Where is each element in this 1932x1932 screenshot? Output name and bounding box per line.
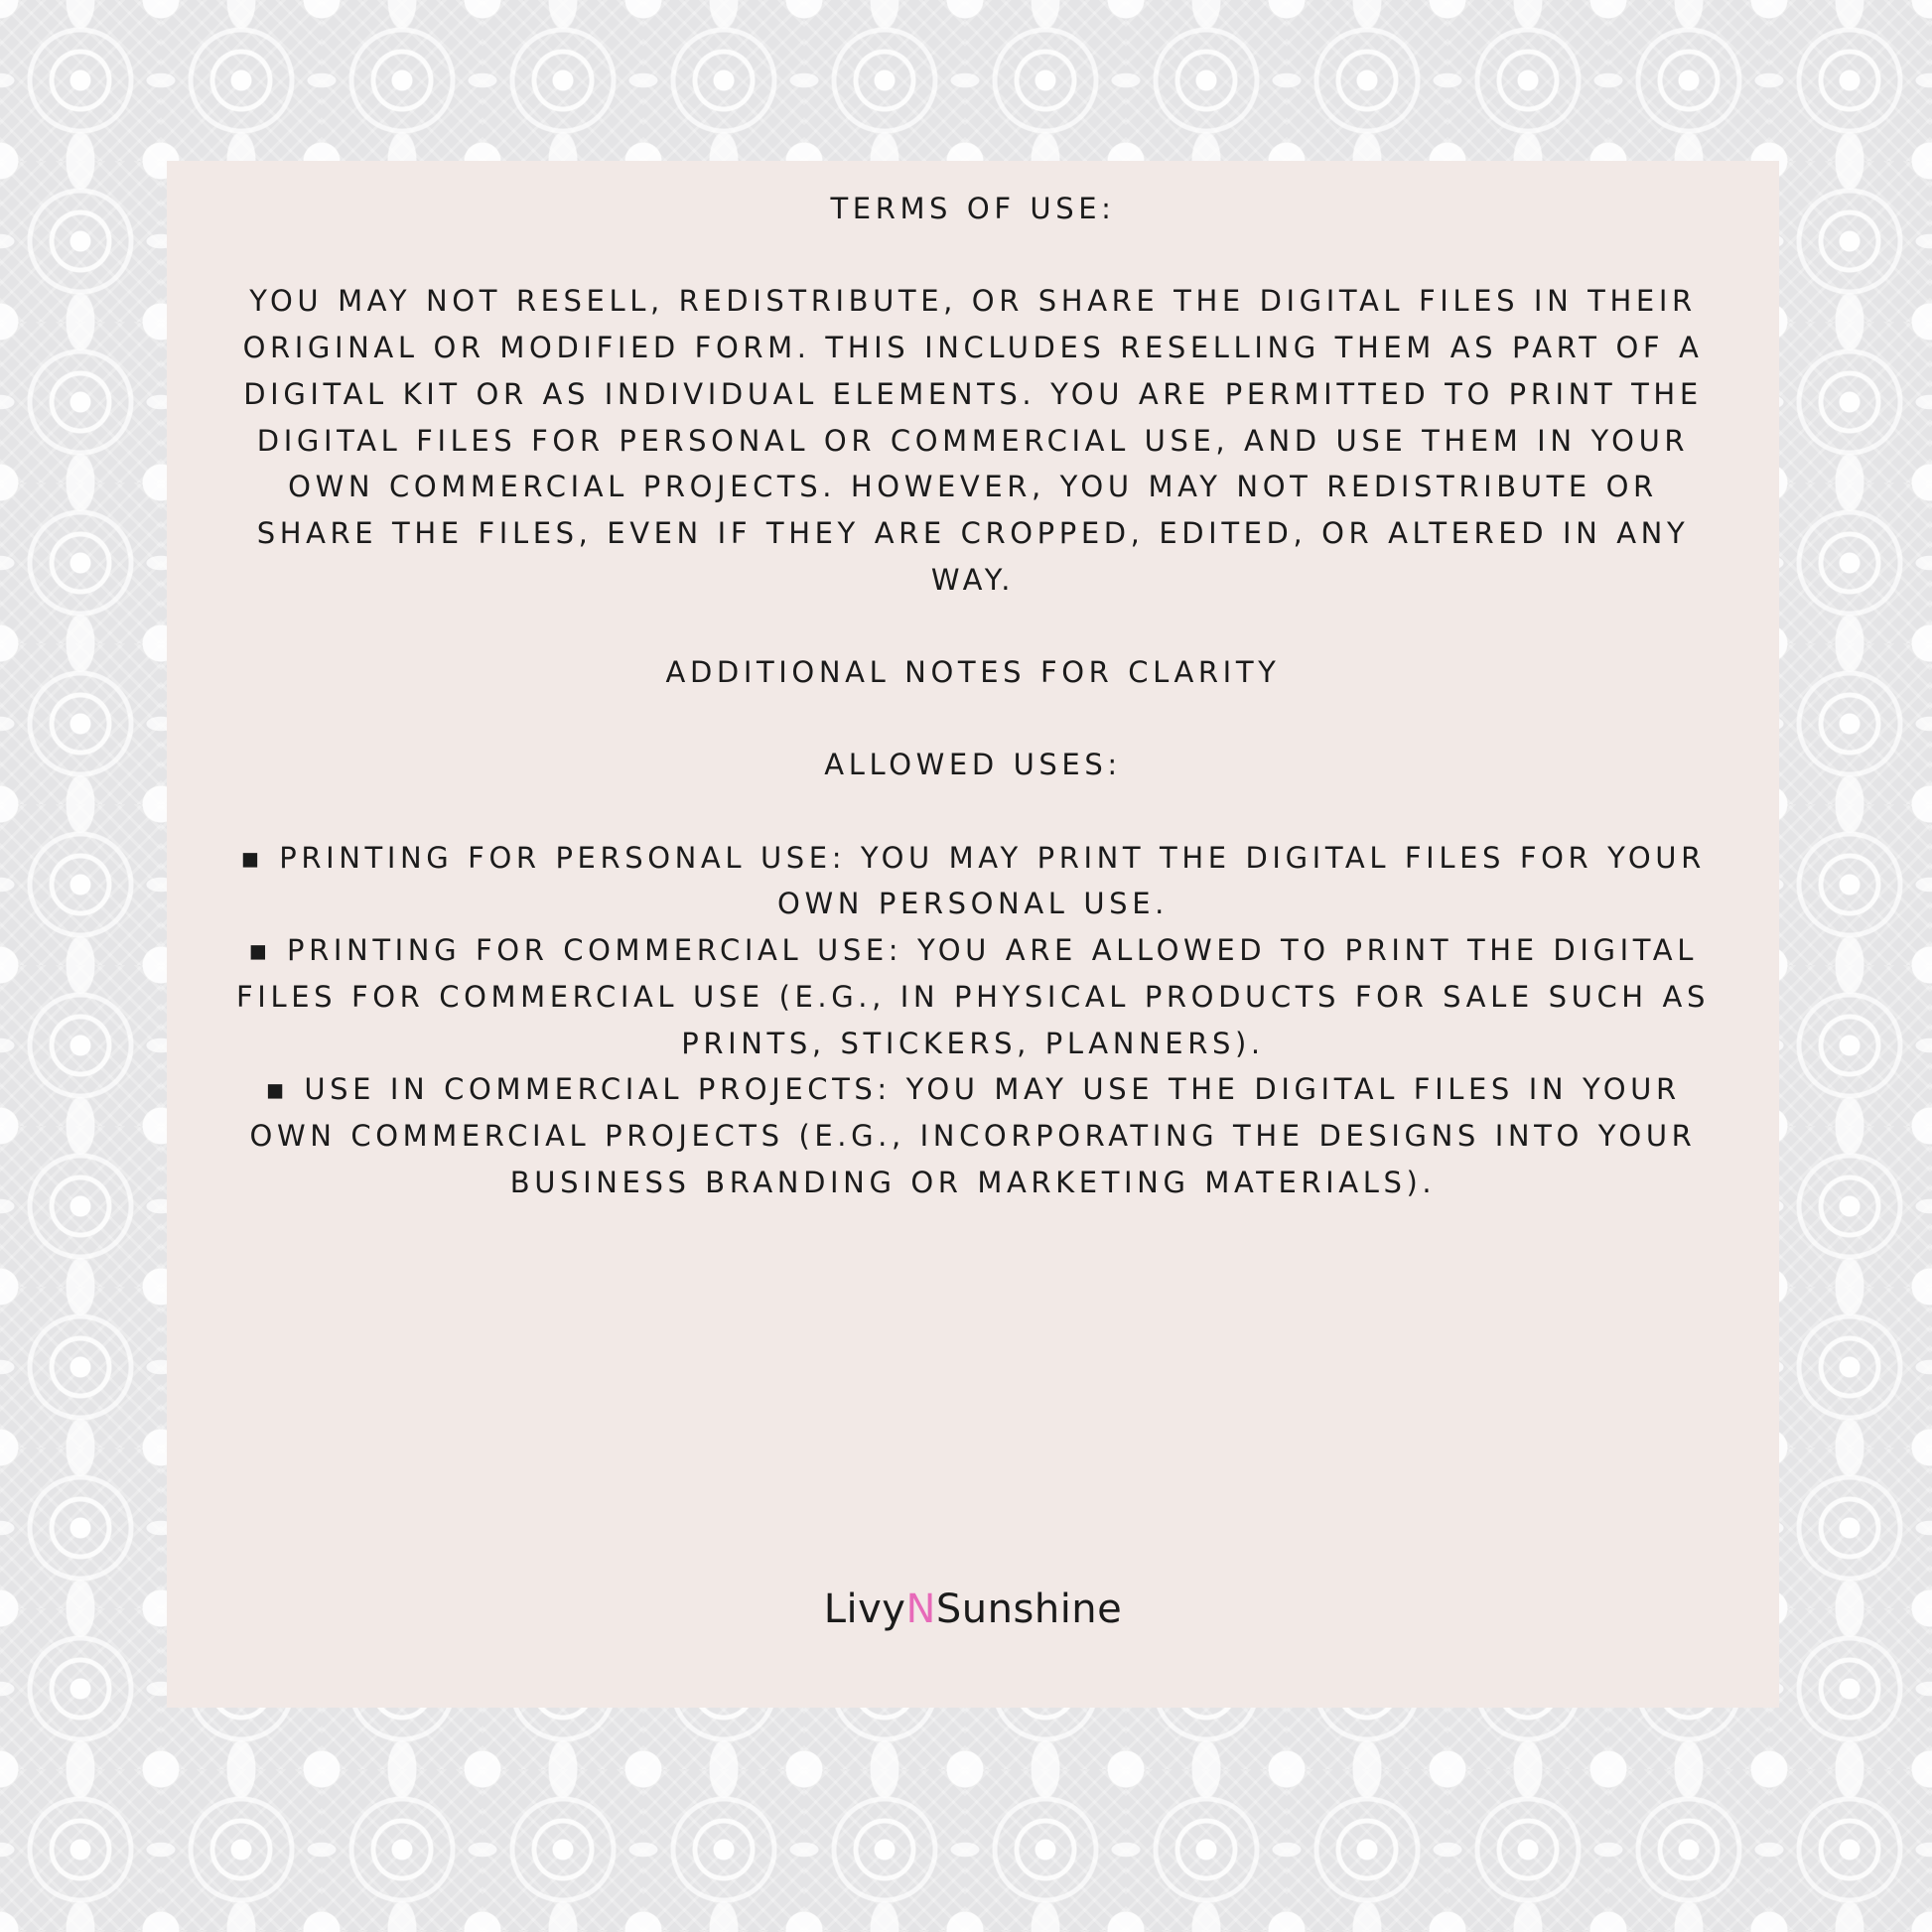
brand-logo-part-2: Sunshine: [935, 1587, 1123, 1632]
spacer: [226, 788, 1720, 835]
spacer: [226, 603, 1720, 649]
brand-logo-part-1: Livy: [823, 1587, 906, 1632]
allowed-item-commercial-printing: ▪ PRINTING FOR COMMERCIAL USE: YOU ARE ALLOWED TO PRINT THE DIGITAL FILES FOR COMMERCIAL USE (E.G., IN PHYSICAL PRODUCTS FOR SALE SUCH AS PRINTS, STICKERS, PLANNERS).: [236, 933, 1710, 1060]
spacer: [226, 696, 1720, 743]
brand-logo: [167, 1587, 1779, 1632]
terms-title: TERMS OF USE:: [830, 192, 1116, 225]
terms-card: [167, 161, 1779, 1708]
notes-heading: ADDITIONAL NOTES FOR CLARITY: [665, 655, 1281, 689]
terms-intro-paragraph: YOU MAY NOT RESELL, REDISTRIBUTE, OR SHARE THE DIGITAL FILES IN THEIR ORIGINAL OR MODIFIED FORM. THIS INCLUDES RESELLING THEM AS PART OF A DIGITAL KIT OR AS INDIVIDUAL ELEMENTS. YOU ARE PERMITTED TO PRINT THE DIGITAL FILES FOR PERSONAL OR COMMERCIAL USE, AND USE THEM IN YOUR OWN COMMERCIAL PROJECTS. HOWEVER, YOU MAY NOT REDISTRIBUTE OR SHARE THE FILES, EVEN IF THEY ARE CROPPED, EDITED, OR ALTERED IN ANY WAY.: [242, 284, 1704, 597]
brand-logo-accent-letter: N: [905, 1587, 936, 1632]
spacer: [226, 232, 1720, 279]
allowed-item-commercial-projects: ▪ USE IN COMMERCIAL PROJECTS: YOU MAY USE THE DIGITAL FILES IN YOUR OWN COMMERCIAL PROJECTS (E.G., INCORPORATING THE DESIGNS INTO YOUR BUSINESS BRANDING OR MARKETING MATERIALS).: [249, 1072, 1697, 1199]
terms-text-block: [226, 186, 1720, 1205]
allowed-item-personal-use: ▪ PRINTING FOR PERSONAL USE: YOU MAY PRINT THE DIGITAL FILES FOR YOUR OWN PERSONAL USE.: [240, 840, 1706, 921]
allowed-uses-heading: ALLOWED USES:: [824, 748, 1122, 782]
